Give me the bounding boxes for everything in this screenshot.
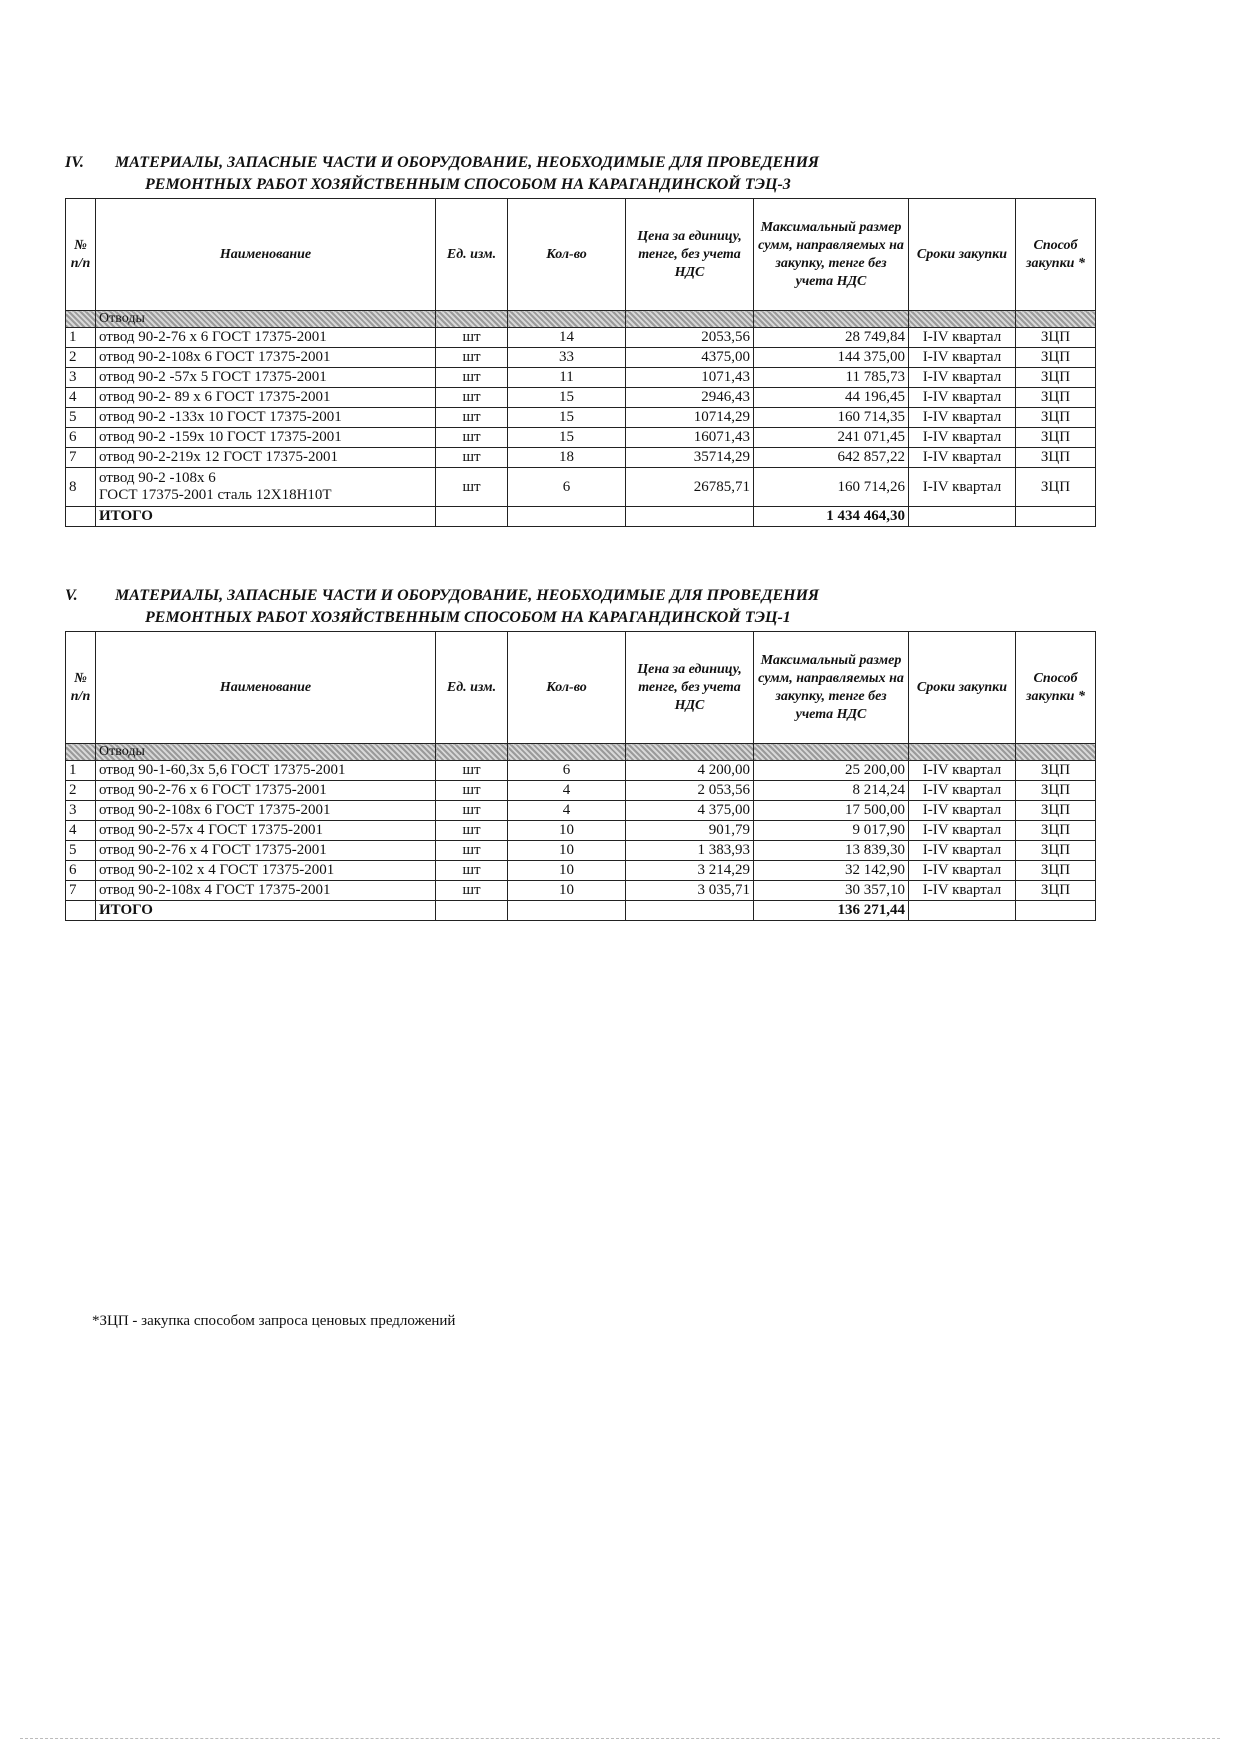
row-name: отвод 90-2-57х 4 ГОСТ 17375-2001: [96, 821, 436, 841]
row-sum: 32 142,90: [754, 861, 909, 881]
row-num: 5: [66, 841, 96, 861]
row-name: отвод 90-2-76 х 6 ГОСТ 17375-2001: [96, 328, 436, 348]
col-header-terms: Сроки закупки: [909, 199, 1016, 311]
row-sum: 642 857,22: [754, 448, 909, 468]
section-number: V.: [65, 587, 78, 604]
col-header-name: Наименование: [96, 199, 436, 311]
section-title-line2: РЕМОНТНЫХ РАБОТ ХОЗЯЙСТВЕННЫМ СПОСОБОМ НА КАРАГАНДИНСКОЙ ТЭЦ-3: [145, 176, 791, 193]
row-price: 901,79: [626, 821, 754, 841]
footnote: *ЗЦП - закупка способом запроса ценовых предложений: [92, 1313, 456, 1329]
row-unit: шт: [436, 448, 508, 468]
row-price: 1 383,93: [626, 841, 754, 861]
row-price: 26785,71: [626, 468, 754, 507]
row-term: I-IV квартал: [909, 428, 1016, 448]
row-term: I-IV квартал: [909, 348, 1016, 368]
row-sum: 44 196,45: [754, 388, 909, 408]
row-sum: 11 785,73: [754, 368, 909, 388]
row-num: 2: [66, 348, 96, 368]
row-unit: шт: [436, 801, 508, 821]
row-sum: 241 071,45: [754, 428, 909, 448]
row-unit: шт: [436, 468, 508, 507]
row-unit: шт: [436, 821, 508, 841]
row-term: I-IV квартал: [909, 841, 1016, 861]
section-title: [65, 585, 1095, 629]
materials-table-tec1: [65, 631, 1096, 921]
row-qty: 10: [508, 861, 626, 881]
total-label: ИТОГО: [96, 507, 436, 527]
row-method: ЗЦП: [1016, 861, 1096, 881]
col-header-method: Способ закупки *: [1016, 199, 1096, 311]
table-row: [66, 801, 1096, 821]
row-term: I-IV квартал: [909, 448, 1016, 468]
row-qty: 4: [508, 781, 626, 801]
row-price: 10714,29: [626, 408, 754, 428]
table-row: [66, 881, 1096, 901]
col-header-num: № п/п: [66, 632, 96, 744]
total-row: [66, 507, 1096, 527]
row-name: отвод 90-2 -133х 10 ГОСТ 17375-2001: [96, 408, 436, 428]
row-num: 6: [66, 861, 96, 881]
row-term: I-IV квартал: [909, 781, 1016, 801]
col-header-name: Наименование: [96, 632, 436, 744]
row-qty: 11: [508, 368, 626, 388]
row-method: ЗЦП: [1016, 328, 1096, 348]
group-label: Отводы: [96, 311, 436, 328]
row-sum: 144 375,00: [754, 348, 909, 368]
row-method: ЗЦП: [1016, 448, 1096, 468]
row-sum: 8 214,24: [754, 781, 909, 801]
row-term: I-IV квартал: [909, 408, 1016, 428]
table-row: [66, 368, 1096, 388]
section-number: IV.: [65, 154, 84, 171]
table-row: [66, 761, 1096, 781]
table-row: [66, 348, 1096, 368]
col-header-qty: Кол-во: [508, 199, 626, 311]
scan-edge-line: [20, 1738, 1220, 1739]
row-qty: 15: [508, 408, 626, 428]
row-num: 3: [66, 368, 96, 388]
row-price: 2946,43: [626, 388, 754, 408]
row-sum: 13 839,30: [754, 841, 909, 861]
group-label: Отводы: [96, 744, 436, 761]
row-qty: 6: [508, 761, 626, 781]
row-name: отвод 90-2-102 х 4 ГОСТ 17375-2001: [96, 861, 436, 881]
table-row: [66, 428, 1096, 448]
row-unit: шт: [436, 841, 508, 861]
section-title-line2: РЕМОНТНЫХ РАБОТ ХОЗЯЙСТВЕННЫМ СПОСОБОМ НА КАРАГАНДИНСКОЙ ТЭЦ-1: [145, 609, 791, 626]
section-tec3: [65, 152, 1095, 527]
row-name: [96, 468, 436, 507]
total-sum: 1 434 464,30: [754, 507, 909, 527]
col-header-num: № п/п: [66, 199, 96, 311]
row-method: ЗЦП: [1016, 841, 1096, 861]
row-sum: 160 714,26: [754, 468, 909, 507]
col-header-max-sum: Максимальный размер сумм, направляемых на закупку, тенге без учета НДС: [754, 199, 909, 311]
row-price: 2053,56: [626, 328, 754, 348]
row-num: 1: [66, 328, 96, 348]
row-price: 35714,29: [626, 448, 754, 468]
total-label: ИТОГО: [96, 901, 436, 921]
row-price: 16071,43: [626, 428, 754, 448]
row-unit: шт: [436, 388, 508, 408]
row-qty: 15: [508, 388, 626, 408]
row-method: ЗЦП: [1016, 761, 1096, 781]
row-name: отвод 90-1-60,3х 5,6 ГОСТ 17375-2001: [96, 761, 436, 781]
row-method: ЗЦП: [1016, 388, 1096, 408]
table-row: [66, 841, 1096, 861]
row-method: ЗЦП: [1016, 881, 1096, 901]
col-header-price: Цена за единицу, тенге, без учета НДС: [626, 199, 754, 311]
row-name-line1: отвод 90-2 -108х 6: [99, 470, 216, 486]
row-sum: 25 200,00: [754, 761, 909, 781]
row-method: ЗЦП: [1016, 801, 1096, 821]
row-method: ЗЦП: [1016, 368, 1096, 388]
table-row: [66, 781, 1096, 801]
row-price: 3 214,29: [626, 861, 754, 881]
row-unit: шт: [436, 881, 508, 901]
row-price: 2 053,56: [626, 781, 754, 801]
row-qty: 15: [508, 428, 626, 448]
row-price: 1071,43: [626, 368, 754, 388]
table-row: [66, 328, 1096, 348]
row-num: 6: [66, 428, 96, 448]
row-unit: шт: [436, 408, 508, 428]
table-row: [66, 408, 1096, 428]
col-header-max-sum: Максимальный размер сумм, направляемых на закупку, тенге без учета НДС: [754, 632, 909, 744]
row-price: 3 035,71: [626, 881, 754, 901]
row-method: ЗЦП: [1016, 821, 1096, 841]
row-name: отвод 90-2-219х 12 ГОСТ 17375-2001: [96, 448, 436, 468]
row-method: ЗЦП: [1016, 428, 1096, 448]
row-num: 7: [66, 448, 96, 468]
col-header-unit: Ед. изм.: [436, 632, 508, 744]
row-qty: 4: [508, 801, 626, 821]
row-name-line2: ГОСТ 17375-2001 сталь 12Х18Н10Т: [99, 487, 332, 503]
row-num: 3: [66, 801, 96, 821]
row-term: I-IV квартал: [909, 468, 1016, 507]
row-num: 4: [66, 388, 96, 408]
row-term: I-IV квартал: [909, 821, 1016, 841]
row-num: 4: [66, 821, 96, 841]
col-header-method: Способ закупки *: [1016, 632, 1096, 744]
row-qty: 33: [508, 348, 626, 368]
row-term: I-IV квартал: [909, 368, 1016, 388]
section-title: [65, 152, 1095, 196]
total-sum: 136 271,44: [754, 901, 909, 921]
row-num: 2: [66, 781, 96, 801]
row-method: ЗЦП: [1016, 408, 1096, 428]
row-term: I-IV квартал: [909, 861, 1016, 881]
row-sum: 17 500,00: [754, 801, 909, 821]
row-unit: шт: [436, 328, 508, 348]
row-name: отвод 90-2-108х 4 ГОСТ 17375-2001: [96, 881, 436, 901]
materials-table-tec3: [65, 198, 1096, 527]
table-row: [66, 821, 1096, 841]
row-sum: 30 357,10: [754, 881, 909, 901]
row-unit: шт: [436, 348, 508, 368]
row-price: 4 200,00: [626, 761, 754, 781]
section-title-line1: МАТЕРИАЛЫ, ЗАПАСНЫЕ ЧАСТИ И ОБОРУДОВАНИЕ, НЕОБХОДИМЫЕ ДЛЯ ПРОВЕДЕНИЯ: [115, 154, 820, 171]
table-row: [66, 448, 1096, 468]
row-name: отвод 90-2-108х 6 ГОСТ 17375-2001: [96, 348, 436, 368]
row-qty: 10: [508, 841, 626, 861]
col-header-unit: Ед. изм.: [436, 199, 508, 311]
row-unit: шт: [436, 761, 508, 781]
row-qty: 10: [508, 881, 626, 901]
row-unit: шт: [436, 428, 508, 448]
row-qty: 6: [508, 468, 626, 507]
row-num: 7: [66, 881, 96, 901]
row-term: I-IV квартал: [909, 328, 1016, 348]
row-qty: 14: [508, 328, 626, 348]
row-sum: 160 714,35: [754, 408, 909, 428]
row-method: ЗЦП: [1016, 348, 1096, 368]
section-tec1: [65, 585, 1095, 921]
row-unit: шт: [436, 368, 508, 388]
row-unit: шт: [436, 861, 508, 881]
row-name: отвод 90-2- 89 х 6 ГОСТ 17375-2001: [96, 388, 436, 408]
row-name: отвод 90-2 -159х 10 ГОСТ 17375-2001: [96, 428, 436, 448]
row-qty: 10: [508, 821, 626, 841]
row-sum: 9 017,90: [754, 821, 909, 841]
row-num: 8: [66, 468, 96, 507]
row-name: отвод 90-2 -57х 5 ГОСТ 17375-2001: [96, 368, 436, 388]
row-num: 1: [66, 761, 96, 781]
row-term: I-IV квартал: [909, 881, 1016, 901]
row-method: ЗЦП: [1016, 781, 1096, 801]
row-unit: шт: [436, 781, 508, 801]
row-term: I-IV квартал: [909, 761, 1016, 781]
group-row: [66, 744, 1096, 761]
table-row: [66, 388, 1096, 408]
row-term: I-IV квартал: [909, 388, 1016, 408]
row-name: отвод 90-2-76 х 4 ГОСТ 17375-2001: [96, 841, 436, 861]
row-name: отвод 90-2-76 х 6 ГОСТ 17375-2001: [96, 781, 436, 801]
section-title-line1: МАТЕРИАЛЫ, ЗАПАСНЫЕ ЧАСТИ И ОБОРУДОВАНИЕ, НЕОБХОДИМЫЕ ДЛЯ ПРОВЕДЕНИЯ: [115, 587, 820, 604]
row-term: I-IV квартал: [909, 801, 1016, 821]
group-row: [66, 311, 1096, 328]
row-name: отвод 90-2-108х 6 ГОСТ 17375-2001: [96, 801, 436, 821]
table-row: [66, 468, 1096, 507]
col-header-qty: Кол-во: [508, 632, 626, 744]
col-header-price: Цена за единицу, тенге, без учета НДС: [626, 632, 754, 744]
row-sum: 28 749,84: [754, 328, 909, 348]
row-price: 4375,00: [626, 348, 754, 368]
col-header-terms: Сроки закупки: [909, 632, 1016, 744]
row-method: ЗЦП: [1016, 468, 1096, 507]
total-row: [66, 901, 1096, 921]
row-num: 5: [66, 408, 96, 428]
row-price: 4 375,00: [626, 801, 754, 821]
table-row: [66, 861, 1096, 881]
row-qty: 18: [508, 448, 626, 468]
